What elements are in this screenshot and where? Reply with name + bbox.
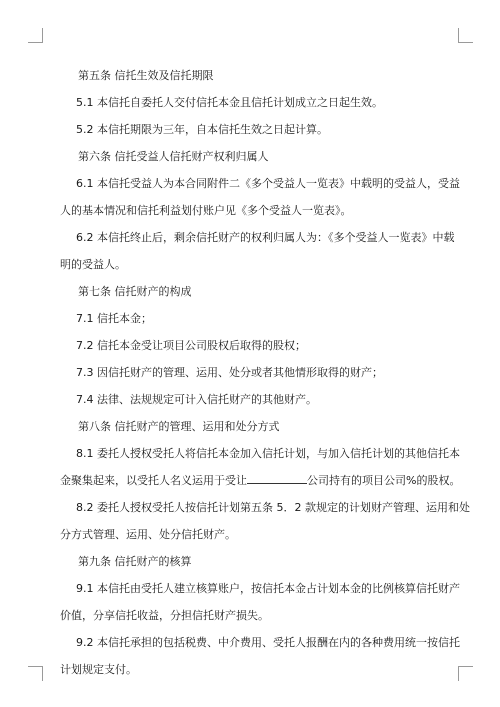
- clause-9-1-line-2: 价值，分享信托收益，分担信托财产损失。: [60, 609, 269, 622]
- clause-8-1-line-1: 8.1 委托人授权受托人将信托本金加入信托计划，与加入信托计划的其他信托本: [76, 447, 460, 460]
- crop-mark-top-right: [458, 28, 473, 43]
- article-9-heading: 第九条 信托财产的核算: [78, 555, 192, 568]
- clause-9-2-line-1: 9.2 本信托承担的包括税费、中介费用、受托人报酬在内的各种费用统一按信托: [76, 636, 460, 649]
- document-body: [60, 62, 470, 683]
- clause-6-1-line-1: 6.1 本信托受益人为本合同附件二《多个受益人一览表》中载明的受益人，受益: [76, 177, 460, 190]
- article-5-heading: 第五条 信托生效及信托期限: [78, 69, 214, 82]
- clause-9-1-line-1: 9.1 本信托由受托人建立核算账户，按信托本金占计划本金的比例核算信托财产: [76, 582, 460, 595]
- clause-6-2-line-2: 明的受益人。: [60, 258, 126, 271]
- clause-7-1: 7.1 信托本金；: [76, 312, 152, 325]
- clause-8-1-line-2-pre: 金聚集起来，以受托人名义运用于受让: [60, 474, 247, 487]
- clause-8-2-line-2: 分方式管理、运用、处分信托财产。: [60, 528, 236, 541]
- article-6-heading: 第六条 信托受益人信托财产权利归属人: [78, 150, 269, 163]
- clause-7-3: 7.3 因信托财产的管理、运用、处分或者其他情形取得的财产；: [76, 366, 383, 379]
- clause-5-2: 5.2 本信托期限为三年，自本信托生效之日起计算。: [76, 123, 328, 136]
- crop-mark-top-left: [28, 28, 43, 43]
- clause-6-2-line-1: 6.2 本信托终止后，剩余信托财产的权利归属人为：《多个受益人一览表》中载: [76, 231, 455, 244]
- crop-mark-bottom-left: [28, 666, 43, 681]
- clause-5-1: 5.1 本信托自委托人交付信托本金且信托计划成立之日起生效。: [76, 96, 383, 109]
- clause-8-2-line-1: 8.2 委托人授权受托人按信托计划第五条 5．2 款规定的计划财产管理、运用和处: [76, 501, 470, 514]
- clause-8-1-line-2: [60, 467, 461, 494]
- clause-7-4: 7.4 法律、法规规定可计入信托财产的其他财产。: [76, 393, 317, 406]
- article-7-heading: 第七条 信托财产的构成: [78, 285, 192, 298]
- clause-8-1-line-2-post: 公司持有的项目公司%的股权。: [307, 474, 461, 487]
- crop-mark-bottom-right: [458, 666, 473, 681]
- clause-9-2-line-2: 计划规定支付。: [60, 663, 137, 676]
- fill-in-blank: [247, 473, 307, 484]
- clause-7-2: 7.2 信托本金受让项目公司股权后取得的股权；: [76, 339, 306, 352]
- article-8-heading: 第八条 信托财产的管理、运用和处分方式: [78, 420, 280, 433]
- clause-6-1-line-2: 人的基本情况和信托利益划付账户见《多个受益人一览表》。: [60, 204, 352, 217]
